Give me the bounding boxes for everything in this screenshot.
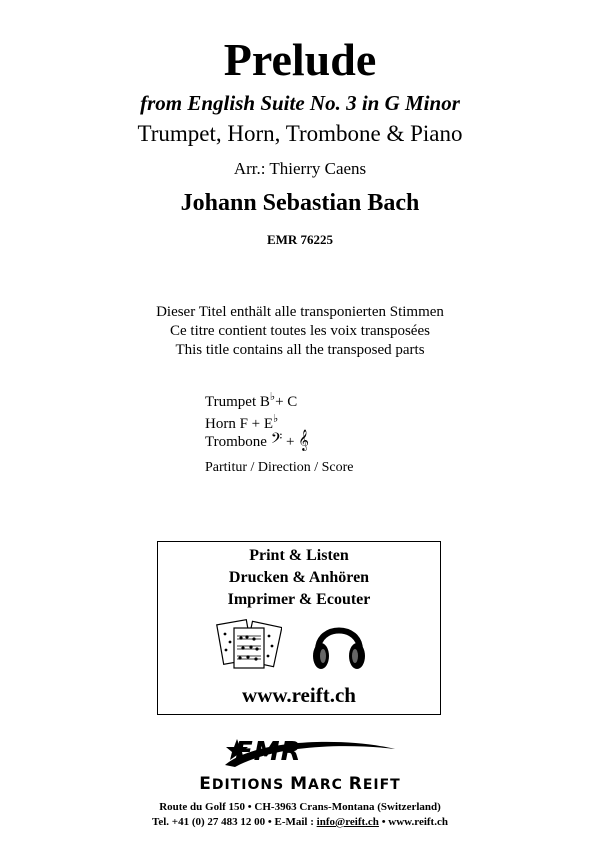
score-label: Partitur / Direction / Score [205,460,354,475]
logo-swoosh-icon [195,735,410,775]
publisher-name-initial-r: R [348,774,363,794]
part-horn-prefix: Horn F + E [205,416,274,432]
score-title: Prelude [223,34,377,85]
print-listen-fr: Imprimer & Ecouter [227,591,371,608]
contact-website[interactable]: • www.reift.ch [378,816,448,828]
publisher-name-initial-e: E [199,774,212,794]
part-horn [205,408,309,430]
logo-emr-text: EMR [235,737,302,767]
part-trumpet-suffix: + C [275,394,298,410]
publisher-contact [0,815,600,829]
flat-sign: ♭ [273,413,279,425]
website-link[interactable]: www.reift.ch [242,683,356,707]
treble-clef-icon: 𝄞 [298,430,309,451]
publisher-name-part3: EIFT [362,777,401,793]
composer: Johann Sebastian Bach [180,190,420,216]
flat-sign: ♭ [269,391,276,403]
print-listen-de: Drucken & Anhören [228,569,370,586]
publisher-name-part2: ARC [307,777,349,793]
transposition-note-de: Dieser Titel enthält alle transponierten Stimmen [156,304,444,320]
email-link[interactable]: info@reift.ch [316,816,379,828]
contact-phone: Tel. +41 (0) 27 483 12 00 • E-Mail : [152,816,317,828]
transposition-note-en: This title contains all the transposed parts [175,342,425,358]
score-subtitle: from English Suite No. 3 in G Minor [140,91,460,115]
part-trombone-plus: + [282,434,299,450]
publisher-name [0,775,600,794]
bass-clef-icon: 𝄢 [270,430,283,451]
catalog-number: EMR 76225 [266,232,334,247]
part-trombone [205,430,309,452]
sheet-music-icon [216,616,282,672]
transposition-note-fr: Ce titre contient toutes les voix transposées [170,323,430,339]
print-listen-en: Print & Listen [249,547,349,564]
publisher-name-initial-m: M [290,774,308,794]
instrumentation: Trumpet, Horn, Trombone & Piano [137,121,463,146]
publisher-address: Route du Golf 150 • CH-3963 Crans-Montana (Switzerland) [159,801,441,813]
parts-list [205,386,309,452]
part-trumpet-prefix: Trumpet B [205,394,270,410]
part-trumpet [205,386,309,408]
arranger: Arr.: Thierry Caens [233,159,367,178]
part-trombone-prefix: Trombone [205,434,271,450]
print-listen-box [157,541,441,715]
headphones-icon [310,614,368,674]
publisher-name-part1: DITIONS [211,777,291,793]
